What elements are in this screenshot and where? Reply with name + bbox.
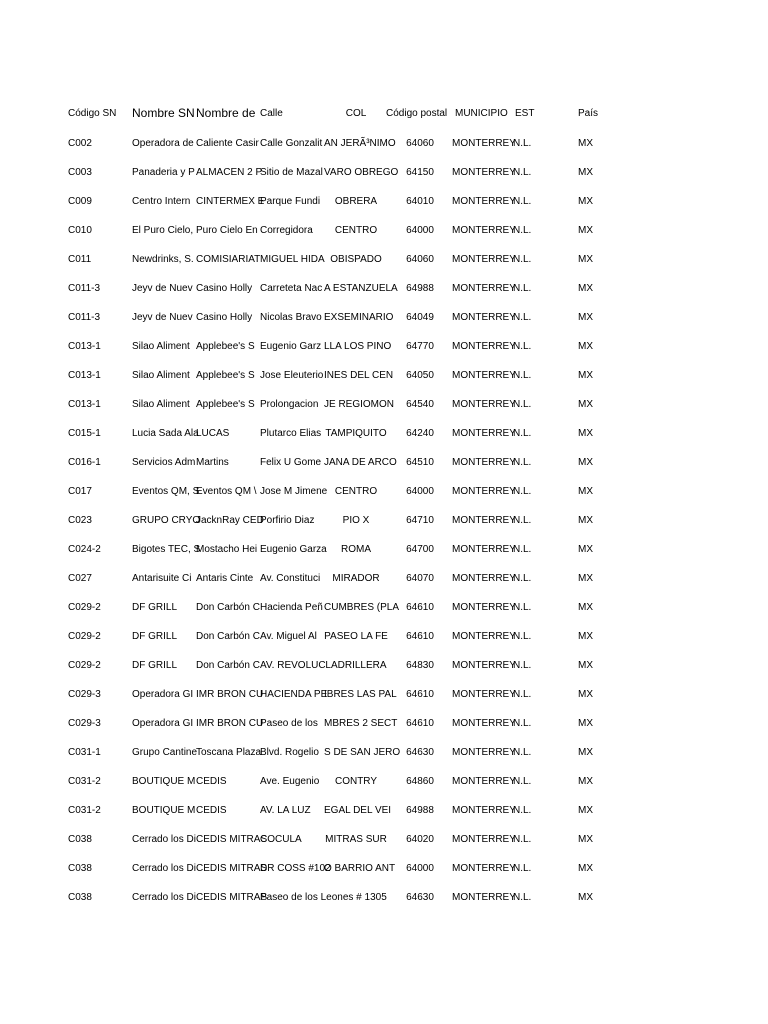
cell-pais: MX (578, 863, 593, 874)
table-row (0, 506, 768, 535)
cell-col: EXSEMINARIO (324, 312, 394, 323)
header-municipio: MUNICIPIO (455, 108, 508, 119)
cell-municipio: MONTERREY (452, 283, 516, 294)
cell-nombre-de: CEDIS MITRAS (196, 834, 268, 845)
cell-nombre-de: LUCAS (196, 428, 230, 439)
cell-col: CENTRO (334, 225, 378, 236)
cell-municipio: MONTERREY (452, 573, 516, 584)
cell-calle: Jose Eleuterio (260, 370, 324, 381)
cell-pais: MX (578, 544, 593, 555)
cell-codigo-sn: C011-3 (68, 283, 101, 294)
cell-col: MBRES 2 SECT (324, 718, 398, 729)
cell-municipio: MONTERREY (452, 602, 516, 613)
cell-codigo-sn: C029-2 (68, 660, 101, 671)
header-codigo-postal: Código postal (386, 108, 448, 119)
cell-nombre-sn: BOUTIQUE M (132, 776, 196, 787)
cell-nombre-sn: Antarisuite Ci (132, 573, 192, 584)
cell-pais: MX (578, 225, 593, 236)
table-row (0, 825, 768, 854)
cell-pais: MX (578, 370, 593, 381)
cell-municipio: MONTERREY (452, 544, 516, 555)
cell-municipio: MONTERREY (452, 399, 516, 410)
cell-nombre-sn: DF GRILL (132, 602, 178, 613)
cell-codigo-sn: C013-1 (68, 399, 101, 410)
cell-calle: Eugenio Garza (260, 544, 327, 555)
cell-calle: Felix U Gome (260, 457, 322, 468)
cell-pais: MX (578, 602, 593, 613)
table-row (0, 854, 768, 883)
table-row (0, 419, 768, 448)
cell-estado: N.L. (513, 834, 532, 845)
cell-estado: N.L. (513, 167, 532, 178)
cell-codigo-sn: C027 (68, 573, 92, 584)
cell-codigo-sn: C013-1 (68, 341, 101, 352)
cell-municipio: MONTERREY (452, 631, 516, 642)
table-row (0, 535, 768, 564)
cell-nombre-de: IMR BRON CU (196, 689, 264, 700)
cell-calle: DR COSS #102 (260, 863, 331, 874)
cell-estado: N.L. (513, 573, 532, 584)
cell-calle: AV. REVOLUC (260, 660, 326, 671)
cell-nombre-sn: Silao Aliment (132, 341, 190, 352)
cell-codigo-sn: C029-2 (68, 631, 101, 642)
cell-codigo-sn: C029-3 (68, 718, 101, 729)
cell-pais: MX (578, 341, 593, 352)
cell-col: A ESTANZUELA (324, 283, 398, 294)
cell-codigo-postal: 64060 (406, 138, 434, 149)
cell-estado: N.L. (513, 747, 532, 758)
cell-estado: N.L. (513, 283, 532, 294)
table-row (0, 390, 768, 419)
cell-codigo-postal: 64610 (406, 631, 434, 642)
cell-col: MITRAS SUR (325, 834, 387, 845)
table-row (0, 303, 768, 332)
cell-col: TAMPIQUITO (325, 428, 387, 439)
cell-municipio: MONTERREY (452, 718, 516, 729)
cell-nombre-sn: Operadora GI (132, 689, 194, 700)
cell-calle: Calle Gonzalit (260, 138, 323, 149)
cell-nombre-de: Applebee's S (196, 341, 255, 352)
table-row (0, 680, 768, 709)
cell-codigo-sn: C023 (68, 515, 92, 526)
cell-codigo-sn: C038 (68, 863, 92, 874)
cell-estado: N.L. (513, 138, 532, 149)
cell-col: LADRILLERA (325, 660, 387, 671)
cell-codigo-postal: 64830 (406, 660, 434, 671)
cell-codigo-postal: 64610 (406, 602, 434, 613)
cell-pais: MX (578, 747, 593, 758)
cell-codigo-postal: 64700 (406, 544, 434, 555)
cell-codigo-sn: C011 (68, 254, 92, 265)
cell-nombre-sn: Jeyv de Nuev (132, 283, 193, 294)
cell-estado: N.L. (513, 370, 532, 381)
cell-col: CONTRY (334, 776, 378, 787)
cell-calle: Prolongacion (260, 399, 319, 410)
cell-pais: MX (578, 631, 593, 642)
table-row (0, 216, 768, 245)
cell-pais: MX (578, 399, 593, 410)
header-nombre-sn: Nombre SN (132, 106, 195, 120)
cell-col: JE REGIOMON (324, 399, 395, 410)
cell-calle: Plutarco Elias (260, 428, 322, 439)
cell-calle: Jose M Jimene (260, 486, 328, 497)
cell-col: JANA DE ARCO (324, 457, 397, 468)
cell-calle: MIGUEL HIDA (260, 254, 325, 265)
cell-calle: Paseo de los (260, 718, 318, 729)
table-row (0, 245, 768, 274)
cell-nombre-sn: Silao Aliment (132, 399, 190, 410)
cell-calle: AV. LA LUZ (260, 805, 311, 816)
cell-codigo-sn: C029-3 (68, 689, 101, 700)
cell-pais: MX (578, 457, 593, 468)
cell-col: CENTRO (334, 486, 378, 497)
table-row (0, 593, 768, 622)
cell-col: S DE SAN JERO (324, 747, 401, 758)
cell-codigo-sn: C002 (68, 138, 92, 149)
cell-nombre-de: Applebee's S (196, 399, 255, 410)
cell-municipio: MONTERREY (452, 428, 516, 439)
cell-codigo-sn: C024-2 (68, 544, 101, 555)
cell-nombre-de: Puro Cielo En (196, 225, 258, 236)
cell-codigo-postal: 64610 (406, 689, 434, 700)
cell-col: EGAL DEL VEI (324, 805, 392, 816)
cell-col (324, 883, 388, 912)
cell-nombre-sn: Operadora GI (132, 718, 194, 729)
cell-municipio: MONTERREY (452, 863, 516, 874)
cell-nombre-de: Don Carbón C (196, 602, 260, 613)
cell-codigo-postal: 64988 (406, 283, 434, 294)
cell-codigo-sn: C031-2 (68, 776, 101, 787)
cell-pais: MX (578, 805, 593, 816)
cell-calle: Nicolas Bravo (260, 312, 322, 323)
cell-codigo-postal: 64610 (406, 718, 434, 729)
cell-codigo-postal: 64710 (406, 515, 434, 526)
table-row (0, 709, 768, 738)
cell-col: ROMA (341, 544, 371, 555)
cell-nombre-sn: Centro Intern (132, 196, 191, 207)
cell-nombre-de: IMR BRON CU (196, 718, 264, 729)
cell-estado: N.L. (513, 486, 532, 497)
cell-nombre-sn: Cerrado los Di (132, 863, 196, 874)
cell-pais: MX (578, 776, 593, 787)
cell-pais: MX (578, 283, 593, 294)
cell-codigo-sn: C038 (68, 892, 92, 903)
cell-nombre-de: Applebee's S (196, 370, 255, 381)
cell-estado: N.L. (513, 805, 532, 816)
header-pais: País (578, 108, 599, 119)
cell-codigo-sn: C015-1 (68, 428, 101, 439)
cell-municipio: MONTERREY (452, 776, 516, 787)
cell-codigo-postal: 64630 (406, 892, 434, 903)
table-row (0, 187, 768, 216)
cell-codigo-postal: 64070 (406, 573, 434, 584)
cell-calle: Ave. Eugenio (260, 776, 320, 787)
cell-calle: Paseo de los Leones # 1305 (260, 892, 387, 903)
cell-nombre-de: Toscana Plaza (196, 747, 262, 758)
cell-pais: MX (578, 515, 593, 526)
cell-nombre-sn: Eventos QM, S (132, 486, 200, 497)
cell-calle: Carreteta Nac (260, 283, 323, 294)
cell-col: INES DEL CEN (324, 370, 394, 381)
cell-nombre-sn: Silao Aliment (132, 370, 190, 381)
cell-col: AN JERÃ³NIMO (324, 138, 396, 149)
cell-pais: MX (578, 573, 593, 584)
cell-codigo-postal: 64150 (406, 167, 434, 178)
cell-nombre-de: Don Carbón C (196, 660, 260, 671)
cell-codigo-postal: 64630 (406, 747, 434, 758)
cell-codigo-sn: C038 (68, 834, 92, 845)
cell-nombre-de: COMISIARIAT (196, 254, 261, 265)
cell-nombre-de: Don Carbón C (196, 631, 260, 642)
cell-estado: N.L. (513, 689, 532, 700)
header-codigo-sn: Código SN (68, 108, 117, 119)
cell-nombre-de: Caliente Casir (196, 138, 259, 149)
cell-pais: MX (578, 312, 593, 323)
cell-municipio: MONTERREY (452, 167, 516, 178)
cell-municipio: MONTERREY (452, 486, 516, 497)
cell-estado: N.L. (513, 776, 532, 787)
cell-nombre-sn: Jeyv de Nuev (132, 312, 193, 323)
table-row (0, 477, 768, 506)
cell-col: IBRES LAS PAL (324, 689, 397, 700)
header-col: COL (345, 108, 367, 119)
cell-pais: MX (578, 718, 593, 729)
cell-municipio: MONTERREY (452, 138, 516, 149)
cell-col: O BARRIO ANT (324, 863, 396, 874)
cell-municipio: MONTERREY (452, 225, 516, 236)
cell-estado: N.L. (513, 718, 532, 729)
cell-nombre-sn: El Puro Cielo, (132, 225, 194, 236)
cell-pais: MX (578, 660, 593, 671)
table-row (0, 448, 768, 477)
cell-municipio: MONTERREY (452, 196, 516, 207)
cell-nombre-de: Martins (196, 457, 229, 468)
cell-nombre-sn: Servicios Adm (132, 457, 196, 468)
cell-nombre-de: CEDIS MITRAS (196, 863, 268, 874)
cell-pais: MX (578, 486, 593, 497)
cell-estado: N.L. (513, 602, 532, 613)
cell-pais: MX (578, 689, 593, 700)
cell-estado: N.L. (513, 863, 532, 874)
table-row (0, 767, 768, 796)
cell-nombre-de: JacknRay CED (196, 515, 264, 526)
cell-nombre-de: Eventos QM \ (196, 486, 257, 497)
cell-calle: Parque Fundi (260, 196, 321, 207)
cell-estado: N.L. (513, 515, 532, 526)
cell-estado: N.L. (513, 341, 532, 352)
cell-codigo-sn: C016-1 (68, 457, 101, 468)
cell-nombre-sn: BOUTIQUE M (132, 805, 196, 816)
cell-municipio: MONTERREY (452, 834, 516, 845)
cell-pais: MX (578, 428, 593, 439)
cell-nombre-sn: Lucia Sada Ala (132, 428, 199, 439)
cell-calle: Porfirio Diaz (260, 515, 315, 526)
cell-nombre-sn: Grupo Cantine (132, 747, 198, 758)
cell-municipio: MONTERREY (452, 457, 516, 468)
table-row (0, 564, 768, 593)
cell-calle: Corregidora (260, 225, 313, 236)
table-row (0, 274, 768, 303)
cell-nombre-de: CEDIS (196, 776, 227, 787)
cell-pais: MX (578, 254, 593, 265)
cell-col: PASEO LA FE (324, 631, 388, 642)
cell-municipio: MONTERREY (452, 254, 516, 265)
table-row (0, 738, 768, 767)
cell-nombre-de: CINTERMEX E (196, 196, 265, 207)
cell-nombre-sn: GRUPO CRYO (132, 515, 201, 526)
cell-estado: N.L. (513, 660, 532, 671)
cell-nombre-de: ALMACEN 2 P (196, 167, 263, 178)
cell-municipio: MONTERREY (452, 341, 516, 352)
cell-codigo-postal: 64060 (406, 254, 434, 265)
cell-codigo-sn: C031-1 (68, 747, 101, 758)
cell-estado: N.L. (513, 312, 532, 323)
cell-estado: N.L. (513, 399, 532, 410)
cell-col: LLA LOS PINO (324, 341, 392, 352)
cell-estado: N.L. (513, 196, 532, 207)
cell-municipio: MONTERREY (452, 370, 516, 381)
cell-codigo-postal: 64000 (406, 486, 434, 497)
cell-nombre-sn: Bigotes TEC, S (132, 544, 201, 555)
table-row (0, 622, 768, 651)
cell-calle: Hacienda Peñ (260, 602, 323, 613)
table-row (0, 651, 768, 680)
cell-nombre-sn: Newdrinks, S. (132, 254, 194, 265)
cell-col: CUMBRES (PLA (324, 602, 400, 613)
cell-codigo-postal: 64510 (406, 457, 434, 468)
cell-codigo-postal: 64240 (406, 428, 434, 439)
cell-calle: Blvd. Rogelio (260, 747, 319, 758)
cell-col: VARO OBREGO (324, 167, 399, 178)
cell-codigo-sn: C010 (68, 225, 92, 236)
header-nombre-de: Nombre de (196, 106, 256, 120)
cell-codigo-postal: 64540 (406, 399, 434, 410)
cell-municipio: MONTERREY (452, 892, 516, 903)
cell-nombre-sn: Panaderia y P (132, 167, 195, 178)
table-row (0, 332, 768, 361)
cell-pais: MX (578, 834, 593, 845)
cell-estado: N.L. (513, 225, 532, 236)
cell-estado: N.L. (513, 428, 532, 439)
cell-col: MIRADOR (332, 573, 380, 584)
cell-pais: MX (578, 196, 593, 207)
cell-municipio: MONTERREY (452, 805, 516, 816)
cell-nombre-sn: DF GRILL (132, 660, 178, 671)
cell-municipio: MONTERREY (452, 515, 516, 526)
cell-estado: N.L. (513, 892, 532, 903)
cell-nombre-sn: Operadora de (132, 138, 194, 149)
header-estado: EST (515, 108, 535, 119)
cell-nombre-de: Casino Holly (196, 312, 253, 323)
cell-codigo-postal: 64770 (406, 341, 434, 352)
cell-codigo-sn: C003 (68, 167, 92, 178)
cell-col: OBISPADO (330, 254, 382, 265)
table-row (0, 129, 768, 158)
cell-calle: Av. Miguel Al (260, 631, 317, 642)
cell-codigo-sn: C031-2 (68, 805, 101, 816)
cell-codigo-postal: 64000 (406, 863, 434, 874)
cell-estado: N.L. (513, 457, 532, 468)
cell-calle: Av. Constituci (260, 573, 321, 584)
table-row (0, 883, 768, 912)
cell-nombre-sn: DF GRILL (132, 631, 178, 642)
cell-calle: COCULA (260, 834, 302, 845)
cell-pais: MX (578, 138, 593, 149)
cell-estado: N.L. (513, 254, 532, 265)
cell-nombre-de: Mostacho Hei (196, 544, 258, 555)
cell-codigo-postal: 64860 (406, 776, 434, 787)
cell-nombre-sn: Cerrado los Di (132, 834, 196, 845)
cell-nombre-de: Antaris Cinte (196, 573, 254, 584)
cell-codigo-sn: C017 (68, 486, 92, 497)
cell-codigo-postal: 64050 (406, 370, 434, 381)
cell-municipio: MONTERREY (452, 312, 516, 323)
cell-calle: Eugenio Garz (260, 341, 322, 352)
cell-calle: HACIENDA PE (260, 689, 328, 700)
cell-nombre-de: Casino Holly (196, 283, 253, 294)
cell-codigo-postal: 64988 (406, 805, 434, 816)
cell-codigo-sn: C009 (68, 196, 92, 207)
cell-municipio: MONTERREY (452, 747, 516, 758)
table-row (0, 158, 768, 187)
cell-pais: MX (578, 167, 593, 178)
table-row (0, 796, 768, 825)
cell-col: PIO X (342, 515, 370, 526)
cell-codigo-postal: 64010 (406, 196, 434, 207)
header-row (0, 99, 768, 128)
cell-nombre-de: CEDIS (196, 805, 227, 816)
cell-codigo-sn: C029-2 (68, 602, 101, 613)
cell-nombre-de: CEDIS MITRAS (196, 892, 268, 903)
cell-nombre-sn: Cerrado los Di (132, 892, 196, 903)
cell-calle: Sitio de Mazal (260, 167, 323, 178)
cell-codigo-postal: 64049 (406, 312, 434, 323)
cell-estado: N.L. (513, 544, 532, 555)
cell-codigo-postal: 64020 (406, 834, 434, 845)
cell-municipio: MONTERREY (452, 689, 516, 700)
cell-codigo-postal: 64000 (406, 225, 434, 236)
header-calle: Calle (260, 108, 283, 119)
cell-col: OBRERA (334, 196, 378, 207)
cell-estado: N.L. (513, 631, 532, 642)
cell-municipio: MONTERREY (452, 660, 516, 671)
cell-codigo-sn: C013-1 (68, 370, 101, 381)
cell-pais: MX (578, 892, 593, 903)
cell-codigo-sn: C011-3 (68, 312, 101, 323)
table-row (0, 361, 768, 390)
